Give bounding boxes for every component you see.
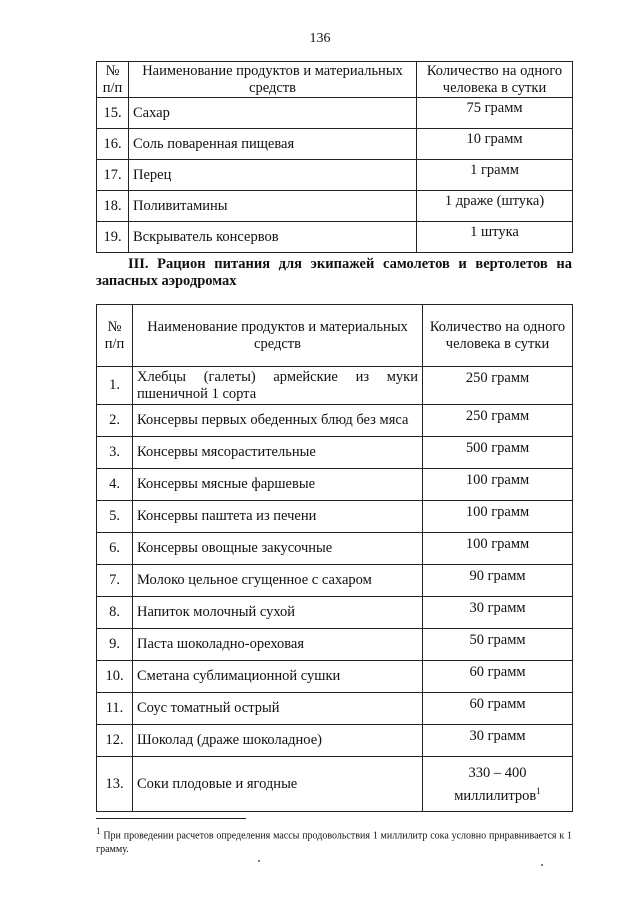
table-row (97, 533, 573, 565)
header-num: № п/п (97, 62, 129, 98)
row-num: 5. (97, 501, 133, 533)
row-qty: 100 грамм (423, 469, 573, 501)
footnote-text: При проведении расчетов определения массы продовольствия 1 миллилитр сока условно приравнивается к 1 грамму. (96, 830, 572, 856)
table-row (97, 757, 573, 812)
row-num: 11. (97, 693, 133, 725)
row-name: Хлебцы (галеты) армейские из муки пшеничной 1 сорта (133, 367, 423, 405)
footnote-ref: 1 (536, 785, 541, 796)
row-num: 6. (97, 533, 133, 565)
row-name: Напиток молочный сухой (133, 597, 423, 629)
row-num: 7. (97, 565, 133, 597)
row-qty: 1 штука (417, 222, 573, 253)
section-heading: III. Рацион питания для экипажей самолетов и вертолетов на запасных аэродромах (96, 256, 572, 289)
row-num: 1. (97, 367, 133, 405)
row-name: Консервы паштета из печени (133, 501, 423, 533)
row-name: Молоко цельное сгущенное с сахаром (133, 565, 423, 597)
row-name: Соус томатный острый (133, 693, 423, 725)
row-name: Поливитамины (129, 191, 417, 222)
row-qty: 60 грамм (423, 693, 573, 725)
row-num: 2. (97, 405, 133, 437)
row-qty: 250 грамм (423, 405, 573, 437)
footnote (96, 824, 572, 857)
row-name: Шоколад (драже шоколадное) (133, 725, 423, 757)
ration-table-aircrew (96, 304, 573, 812)
row-qty: 100 грамм (423, 501, 573, 533)
row-name: Консервы мясорастительные (133, 437, 423, 469)
row-num: 17. (97, 160, 129, 191)
table-row (97, 191, 573, 222)
header-qty: Количество на одного человека в сутки (417, 62, 573, 98)
scan-speck (541, 864, 543, 866)
header-num: № п/п (97, 305, 133, 367)
row-name: Вскрыватель консервов (129, 222, 417, 253)
table-row (97, 501, 573, 533)
row-qty: 30 грамм (423, 725, 573, 757)
header-name: Наименование продуктов и материальных средств (133, 305, 423, 367)
table-header-row (97, 305, 573, 367)
header-qty: Количество на одного человека в сутки (423, 305, 573, 367)
row-num: 18. (97, 191, 129, 222)
row-qty: 500 грамм (423, 437, 573, 469)
row-qty: 30 грамм (423, 597, 573, 629)
footnote-marker: 1 (96, 826, 101, 836)
row-qty: 60 грамм (423, 661, 573, 693)
table-header-row (97, 62, 573, 98)
row-qty: 1 драже (штука) (417, 191, 573, 222)
table-row (97, 129, 573, 160)
table-row (97, 437, 573, 469)
table-row (97, 725, 573, 757)
table-row (97, 98, 573, 129)
table-row (97, 222, 573, 253)
row-name: Паста шоколадно-ореховая (133, 629, 423, 661)
ration-table-continued (96, 61, 573, 253)
qty-range: 330 – 400 (468, 764, 527, 781)
row-name: Сметана сублимационной сушки (133, 661, 423, 693)
table-row (97, 160, 573, 191)
row-num: 13. (97, 757, 133, 812)
row-qty: 100 грамм (423, 533, 573, 565)
row-name: Соль поваренная пищевая (129, 129, 417, 160)
table-row (97, 565, 573, 597)
header-name: Наименование продуктов и материальных средств (129, 62, 417, 98)
row-name: Соки плодовые и ягодные (133, 757, 423, 812)
row-num: 16. (97, 129, 129, 160)
table-row (97, 661, 573, 693)
row-qty: 90 грамм (423, 565, 573, 597)
row-name: Консервы овощные закусочные (133, 533, 423, 565)
row-num: 8. (97, 597, 133, 629)
row-num: 9. (97, 629, 133, 661)
qty-unit: миллилитров (454, 787, 537, 804)
footnote-divider (96, 818, 246, 819)
table-row (97, 629, 573, 661)
row-qty: 1 грамм (417, 160, 573, 191)
row-num: 12. (97, 725, 133, 757)
row-name: Консервы первых обеденных блюд без мяса (133, 405, 423, 437)
row-name: Перец (129, 160, 417, 191)
row-qty (423, 757, 573, 812)
row-name: Сахар (129, 98, 417, 129)
page-number: 136 (309, 31, 331, 46)
row-num: 19. (97, 222, 129, 253)
row-num: 4. (97, 469, 133, 501)
row-name: Консервы мясные фаршевые (133, 469, 423, 501)
table-row (97, 693, 573, 725)
row-num: 15. (97, 98, 129, 129)
row-qty: 10 грамм (417, 129, 573, 160)
table-row (97, 405, 573, 437)
row-qty: 50 грамм (423, 629, 573, 661)
row-qty: 75 грамм (417, 98, 573, 129)
row-qty: 250 грамм (423, 367, 573, 405)
row-num: 3. (97, 437, 133, 469)
table-row (97, 597, 573, 629)
row-num: 10. (97, 661, 133, 693)
table-row (97, 367, 573, 405)
table-row (97, 469, 573, 501)
scan-speck (258, 860, 260, 862)
